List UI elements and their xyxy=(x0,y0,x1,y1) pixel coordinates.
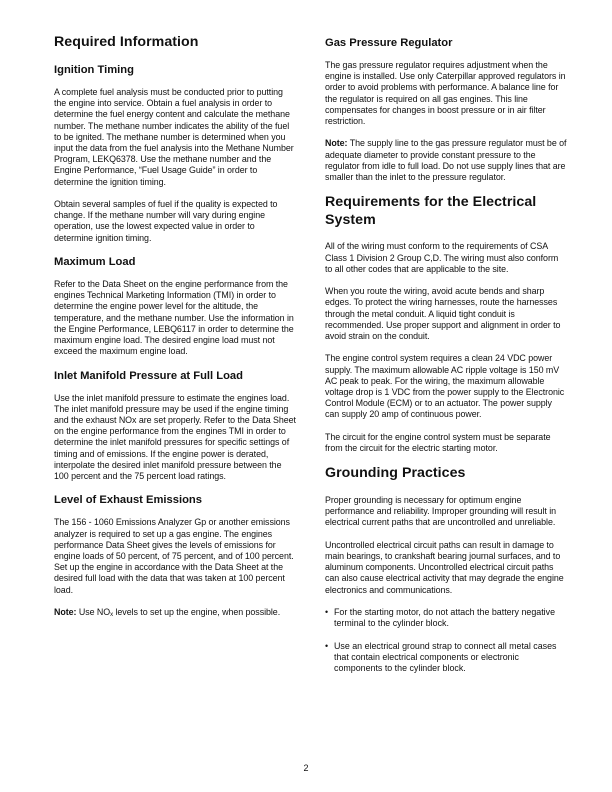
note-text: levels to set up the engine, when possible. xyxy=(113,607,281,618)
section-ignition-timing xyxy=(54,63,296,244)
section-heading: Inlet Manifold Pressure at Full Load xyxy=(54,369,243,382)
section-inlet-manifold-pressure xyxy=(54,369,296,483)
paragraph: Obtain several samples of fuel if the quality is expected to change. If the methane number will vary during engine operation, use the lowest expected value in order to determine ignition timing. xyxy=(54,199,278,243)
note-text: Use NO xyxy=(76,607,111,618)
paragraph: Uncontrolled electrical circuit paths can result in damage to main bearings, to crankshaft bearing journal surfaces, and to aluminum components. Uncontrolled electrical circuit paths can also cause electrical activity that may degrade the engine electronics and communications. xyxy=(325,539,564,595)
paragraph: The engine control system requires a clean 24 VDC power supply. The maximum allowable AC ripple voltage is 150 mV AC peak to peak. For the wiring, the maximum allowable voltage drop is 1 VDC from the power supply to the Electronic Control Module (ECM) or to an actuator. The power supply can supply 20 amp of continuous power. xyxy=(325,353,565,420)
section-heading: Level of Exhaust Emissions xyxy=(54,494,202,507)
section-title: Grounding Practices xyxy=(325,465,466,482)
section-grounding-practices xyxy=(325,465,567,674)
page-title: Required Information xyxy=(54,34,199,50)
paragraph: The 156 - 1060 Emissions Analyzer Gp or another emissions analyzer is required to set up a gas engine. The engines performance Data Sheet gives the levels of emissions for engine loads of 50 percent, of 75 percent, and of 100 percent. Set up the engine in accordance with the Data Sheet at the desired full load with the data that was taken at 100 percent load. xyxy=(54,517,294,595)
bullet-icon: • xyxy=(325,640,329,651)
note-paragraph xyxy=(54,607,296,618)
note-label: Note: xyxy=(325,138,348,149)
bullet-list xyxy=(325,607,567,674)
note-paragraph xyxy=(325,138,567,183)
paragraph: The gas pressure regulator requires adjustment when the engine is installed. Use only Caterpillar approved regulators in order to avoid problems with performance. A balance line for the regulator is required on all gas engines. This line compensates for changes in boost pressure or in air filter restriction. xyxy=(325,60,566,127)
section-gas-pressure-regulator xyxy=(325,36,567,183)
page-number: 2 xyxy=(303,763,309,773)
paragraph: Use the inlet manifold pressure to estimate the engines load. The inlet manifold pressure may be used if the engine timing and the exhaust NOx are set properly. Refer to the Data Sheet on the engine performance from the engines TMI in order to determine the inlet manifold pressures for specific settings of timing and of emissions. If the engine power is derated, interpolate the desired inlet manifold pressure between the 100 percent and the 75 percent load ratings. xyxy=(54,392,296,482)
note-text: The supply line to the gas pressure regulator must be of adequate diameter to provide constant pressure to the regulator from idle to full load. Do not use supply lines that are smaller than the inlet to the pressure regulator. xyxy=(325,138,567,183)
list-item xyxy=(325,641,567,675)
paragraph: When you route the wiring, avoid acute bends and sharp edges. To protect the wiring harnesses, route the harnesses through the metal conduit. A liquid tight conduit is recommended. Use proper support and alignment in order to avoid strain on the conduit. xyxy=(325,286,561,342)
list-item-text: Use an electrical ground strap to connect all metal cases that contain electrical components or electronic components to the cylinder block. xyxy=(334,640,557,673)
section-heading: Ignition Timing xyxy=(54,64,134,76)
section-title: Requirements for the Electrical System xyxy=(325,194,537,228)
section-heading: Maximum Load xyxy=(54,256,136,269)
note-subscript: x xyxy=(110,612,114,619)
section-exhaust-emissions xyxy=(54,493,296,618)
list-item xyxy=(325,607,567,629)
bullet-icon: • xyxy=(325,606,329,617)
left-column xyxy=(54,34,296,629)
paragraph: Refer to the Data Sheet on the engine performance from the engines Technical Marketing Information (TMI) in order to determine the engine power level for the altitude, the temperature, and the methane number. Use the information in the Engine Performance, LEBQ6117 in order to determine the maximum engine load. The desired engine load must not exceed the maximum engine load. xyxy=(54,279,294,357)
list-item-text: For the starting motor, do not attach the battery negative terminal to the cylinder block. xyxy=(334,606,556,629)
paragraph: Proper grounding is necessary for optimum engine performance and reliability. Improper grounding will result in electrical current paths that are uncontrolled and unreliable. xyxy=(325,494,557,528)
right-column xyxy=(325,34,567,685)
paragraph: All of the wiring must conform to the requirements of CSA Class 1 Division 2 Group C,D. The wiring must also conform to all other codes that are applicable to the site. xyxy=(325,241,559,274)
section-maximum-load xyxy=(54,255,296,357)
section-electrical-system xyxy=(325,194,567,454)
paragraph: The circuit for the engine control system must be separate from the circuit for the electric starting motor. xyxy=(325,431,551,454)
note-label: Note: xyxy=(54,607,77,618)
section-heading: Gas Pressure Regulator xyxy=(325,37,453,49)
paragraph: A complete fuel analysis must be conducted prior to putting the engine into service. Obtain a fuel analysis in order to determine the fuel energy content and calculate the methane number. The methane number indicates the ability of the fuel to be ignited. The methane number is determined when you input the data from the fuel analysis into the Methane Number Program, LEKQ6378. Use the methane number and the Engine Performance, “Fuel Usage Guide” in order to determine the ignition timing. xyxy=(54,87,294,187)
